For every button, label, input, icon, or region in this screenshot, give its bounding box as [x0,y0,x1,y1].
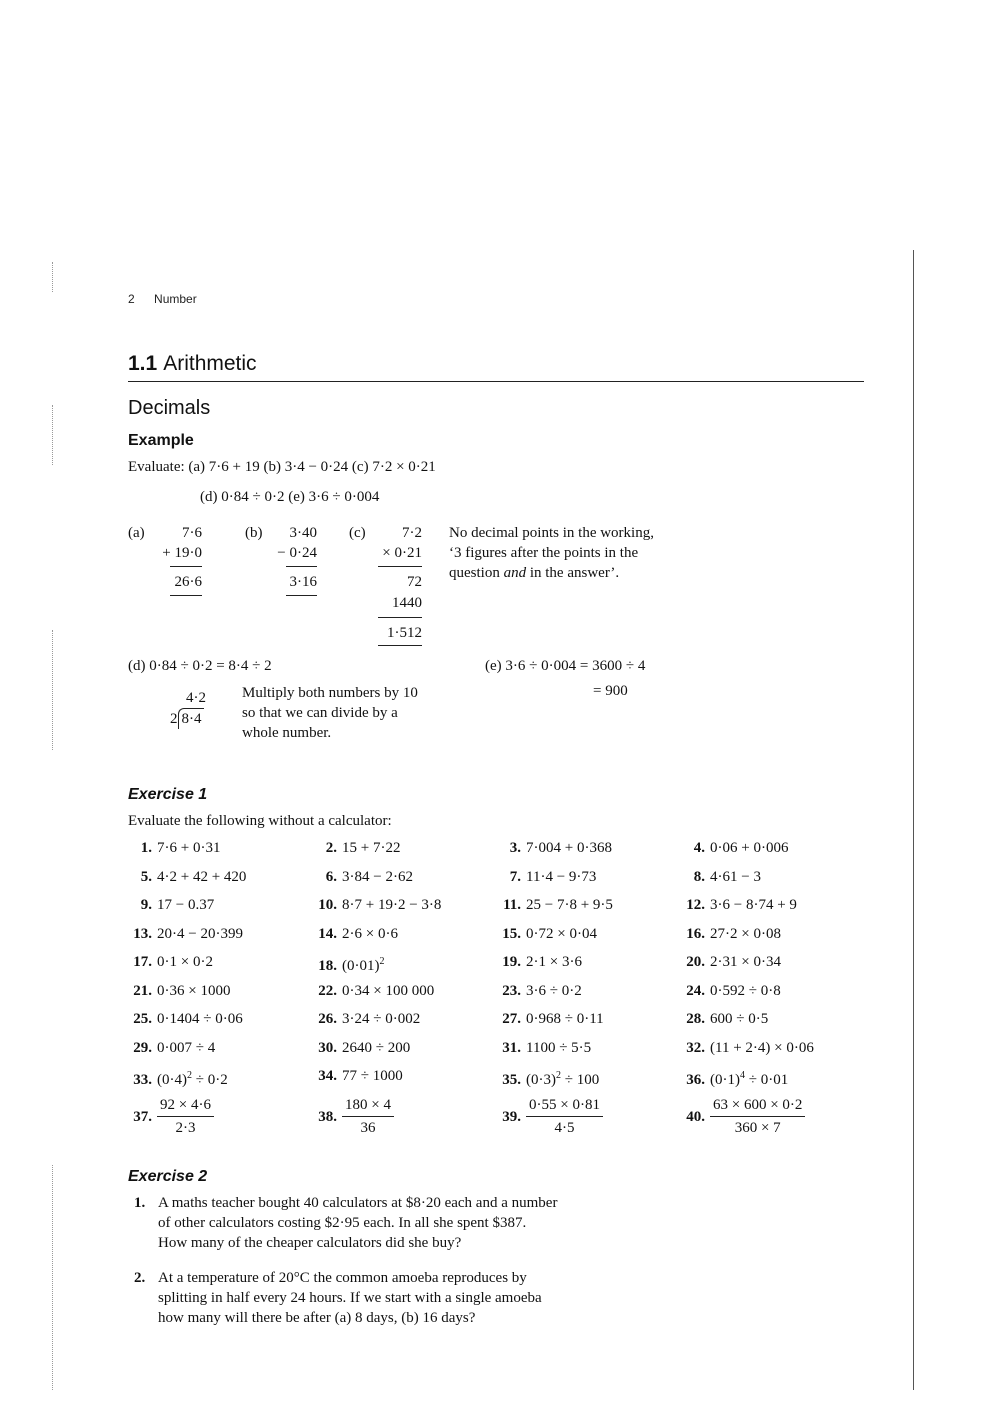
item-number: 5. [140,868,152,885]
evaluate-line-1: Evaluate: (a) 7·6 + 19 (b) 3·4 − 0·24 (c) 7·2 × 0·21 [128,459,436,475]
part-b-line1: 3·40 [289,525,317,541]
item-number: 10. [318,897,337,913]
item-number: 19. [502,954,521,970]
exercise1-item [497,1066,599,1090]
exercise1-item [128,838,220,858]
item-expression: 600 ÷ 0·5 [710,1011,769,1027]
part-a-line1: 7·6 [182,525,202,541]
part-c-line1: 7·2 [402,525,422,541]
left-margin-mark [52,262,54,292]
part-d-quotient: 4·2 [186,690,206,706]
example-heading: Example [128,432,194,449]
item-number: 23. [502,982,521,999]
item-number: 27. [502,1011,521,1027]
question-number: 1. [134,1195,146,1211]
fraction-denominator: 4·5 [554,1120,575,1136]
exercise1-item [313,952,385,976]
exercise1-item [497,1038,591,1058]
item-number: 38. [318,1108,337,1125]
item-number: 30. [318,1039,337,1056]
part-b-result: 3·16 [289,574,317,590]
item-expression: $(0\cdot 4)^2 \div 0\cdot 2$ [157,1070,228,1088]
item-expression: 11·4 − 9·73 [526,868,597,885]
section-title-text: Arithmetic [163,352,257,375]
exercise1-item [497,924,597,944]
item-expression: $(0\cdot 1)^4 \div 0\cdot 01$ [710,1070,789,1088]
item-expression: 1100 ÷ 5·5 [526,1039,592,1056]
exercise1-fraction-item [497,1096,603,1138]
item-number: 4. [693,840,705,856]
item-number: 29. [133,1039,152,1056]
question-line: how many will there be after (a) 8 days, (b) 16 days? [158,1310,476,1326]
exercise1-item [313,924,398,944]
section-number: 1.1 [128,352,158,375]
evaluate-line-2: (d) 0·84 ÷ 0·2 (e) 3·6 ÷ 0·004 [200,489,380,505]
exercise1-item [497,867,596,887]
item-number: 8. [693,868,705,885]
exercise1-item [313,1066,403,1086]
fraction-denominator: 360 × 7 [734,1120,781,1136]
exercise1-item [497,981,582,1001]
item-expression: (11 + 2·4) × 0·06 [710,1039,814,1056]
exercise1-item [128,867,246,887]
part-a-line2: + 19·0 [162,545,202,561]
exercise1-item [128,981,230,1001]
item-expression: 7·004 + 0·368 [526,840,612,856]
fraction-numerator: 92 × 4·6 [157,1096,214,1117]
title-rule [128,381,864,382]
item-number: 18. [318,958,337,974]
part-a-label: (a) [128,525,145,541]
question-line: How many of the cheaper calculators did she buy? [158,1235,462,1251]
question-line: of other calculators costing $2·95 each. In all she spent $387. [158,1215,527,1231]
item-expression: 3·24 ÷ 0·002 [342,1011,421,1027]
part-d-note-line: so that we can divide by a [242,705,398,721]
exercise1-item [313,867,413,887]
exercise1-item [128,1066,228,1090]
fraction [342,1096,394,1138]
item-expression: 3·84 − 2·62 [342,868,413,885]
item-expression: 3·6 − 8·74 + 9 [710,897,797,913]
section-title [128,352,257,376]
item-number: 11. [503,897,521,913]
part-d-note-line: whole number. [242,725,332,741]
item-number: 28. [686,1011,705,1027]
item-expression: 77 ÷ 1000 [342,1068,403,1084]
exercise1-item [313,981,434,1001]
item-expression: 0·36 × 1000 [157,982,231,999]
exercise1-item [128,924,243,944]
item-number: 40. [686,1108,705,1125]
item-number: 39. [502,1108,521,1125]
item-number: 25. [133,1011,152,1027]
exercise2-question-2 [134,1268,698,1328]
part-a-rule [170,566,202,567]
item-expression: $(0\cdot 3)^2 \div 100$ [526,1070,600,1088]
part-c-rule [378,645,422,646]
part-c-line3: 72 [407,574,422,590]
item-expression: 25 − 7·8 + 9·5 [526,897,613,913]
exercise1-item [313,1038,410,1058]
exercise1-item [313,1009,420,1029]
part-d-line: (d) 0·84 ÷ 0·2 = 8·4 ÷ 2 [128,658,272,674]
item-expression: 0·968 ÷ 0·11 [526,1011,604,1027]
exercise1-item [128,895,214,915]
exercise1-item [313,895,441,915]
item-number: 9. [140,897,152,913]
item-expression: 4·2 + 42 + 420 [157,868,247,885]
exercise1-item [497,838,612,858]
fraction [710,1096,805,1138]
item-number: 26. [318,1011,337,1027]
exercise1-heading: Exercise 1 [128,786,208,803]
exercise1-item [681,1066,788,1090]
exercise1-item [681,838,788,858]
question-line: splitting in half every 24 hours. If we start with a single amoeba [158,1290,542,1306]
question-line: At a temperature of 20°C the common amoeba reproduces by [158,1270,527,1286]
item-number: 14. [318,925,337,942]
exercise1-item [128,1009,243,1029]
item-number: 17. [133,954,152,970]
fraction-denominator: 2·3 [175,1120,196,1136]
example-note-line: question and in the answer’. [449,565,620,581]
item-number: 2. [325,840,337,856]
item-expression: 7·6 + 0·31 [157,840,221,856]
item-number: 15. [502,925,521,942]
part-c-result: 1·512 [387,625,422,641]
exercise2-heading: Exercise 2 [128,1168,208,1185]
left-margin-mark [52,405,54,465]
item-expression: 8·7 + 19·2 − 3·8 [342,897,442,913]
item-number: 31. [502,1039,521,1056]
question-number: 2. [134,1270,146,1286]
part-c-line4: 1440 [392,595,422,611]
right-margin-line [913,250,914,1390]
item-expression: 2·1 × 3·6 [526,954,582,970]
exercise1-item [128,1038,215,1058]
part-c-rule [378,566,422,567]
page-number: 2 [128,292,135,306]
fraction [526,1096,603,1138]
item-number: 37. [133,1108,152,1125]
fraction-numerator: 180 × 4 [342,1096,394,1117]
example-note-line: ‘3 figures after the points in the [449,545,639,561]
part-a-result: 26·6 [174,574,202,590]
item-expression: 0·34 × 100 000 [342,982,435,999]
part-d-dividend: 8·4 [178,708,204,729]
exercise1-intro: Evaluate the following without a calculator: [128,813,392,829]
part-d-divisor: 2 [170,711,178,727]
item-number: 22. [318,982,337,999]
part-b-rule [286,595,317,596]
item-number: 7. [509,868,521,885]
left-margin-mark [52,630,54,750]
item-number: 13. [133,925,152,942]
item-number: 20. [686,954,705,970]
item-number: 35. [502,1072,521,1088]
exercise1-fraction-item [681,1096,805,1138]
item-expression: 27·2 × 0·08 [710,925,781,942]
example-note-line: No decimal points in the working, [449,525,654,541]
section-name: Number [154,292,197,306]
item-expression: 4·61 − 3 [710,868,761,885]
exercise1-item [681,895,797,915]
exercise1-item [497,1009,604,1029]
item-expression: 2·6 × 0·6 [342,925,398,942]
item-number: 21. [133,982,152,999]
item-expression: 0·72 × 0·04 [526,925,597,942]
exercise1-fraction-item [128,1096,214,1138]
part-b-label: (b) [245,525,263,541]
fraction-numerator: 63 × 600 × 0·2 [710,1096,805,1117]
running-header [128,292,197,306]
item-expression: 0·007 ÷ 4 [157,1039,216,1056]
part-e-line1: (e) 3·6 ÷ 0·004 = 3600 ÷ 4 [485,658,646,674]
exercise1-item [128,952,213,972]
exercise1-item [313,838,400,858]
exercise1-item [681,1038,814,1058]
item-number: 3. [509,840,521,856]
part-d-division [170,708,204,729]
exercise1-item [681,924,781,944]
exercise2-question-1 [134,1193,698,1253]
part-d-note-line: Multiply both numbers by 10 [242,685,418,701]
part-c-line2: × 0·21 [382,545,422,561]
question-line: A maths teacher bought 40 calculators at $8·20 each and a number [158,1195,558,1211]
item-expression: 2·31 × 0·34 [710,954,781,970]
item-number: 33. [133,1072,152,1088]
part-c-label: (c) [349,525,366,541]
item-number: 32. [686,1039,705,1056]
item-expression: $(0\cdot 01)^2$ [342,956,385,974]
item-number: 6. [325,868,337,885]
left-margin-mark [52,1165,54,1390]
item-expression: 0·1 × 0·2 [157,954,213,970]
fraction-denominator: 36 [360,1120,376,1136]
subtitle: Decimals [128,397,211,419]
item-expression: 2640 ÷ 200 [342,1039,411,1056]
item-number: 24. [686,982,705,999]
part-b-line2: − 0·24 [277,545,317,561]
exercise1-item [681,1009,768,1029]
exercise1-item [681,867,761,887]
item-number: 36. [686,1072,705,1088]
item-expression: 15 + 7·22 [342,840,401,856]
item-number: 1. [140,840,152,856]
exercise1-item [497,895,613,915]
fraction [157,1096,214,1138]
item-expression: 0·06 + 0·006 [710,840,789,856]
part-e-line2: = 900 [593,683,628,699]
item-expression: 20·4 − 20·399 [157,925,243,942]
item-expression: 3·6 ÷ 0·2 [526,982,582,999]
part-b-rule [286,566,317,567]
exercise1-item [681,952,781,972]
item-expression: 17 − 0.37 [157,897,215,913]
fraction-numerator: 0·55 × 0·81 [526,1096,603,1117]
item-number: 34. [318,1068,337,1084]
exercise1-item [497,952,582,972]
item-expression: 0·1404 ÷ 0·06 [157,1011,243,1027]
part-c-rule [378,617,422,618]
exercise1-fraction-item [313,1096,394,1138]
item-number: 16. [686,925,705,942]
item-number: 12. [686,897,705,913]
exercise1-item [681,981,781,1001]
item-expression: 0·592 ÷ 0·8 [710,982,781,999]
part-a-rule [170,595,202,596]
